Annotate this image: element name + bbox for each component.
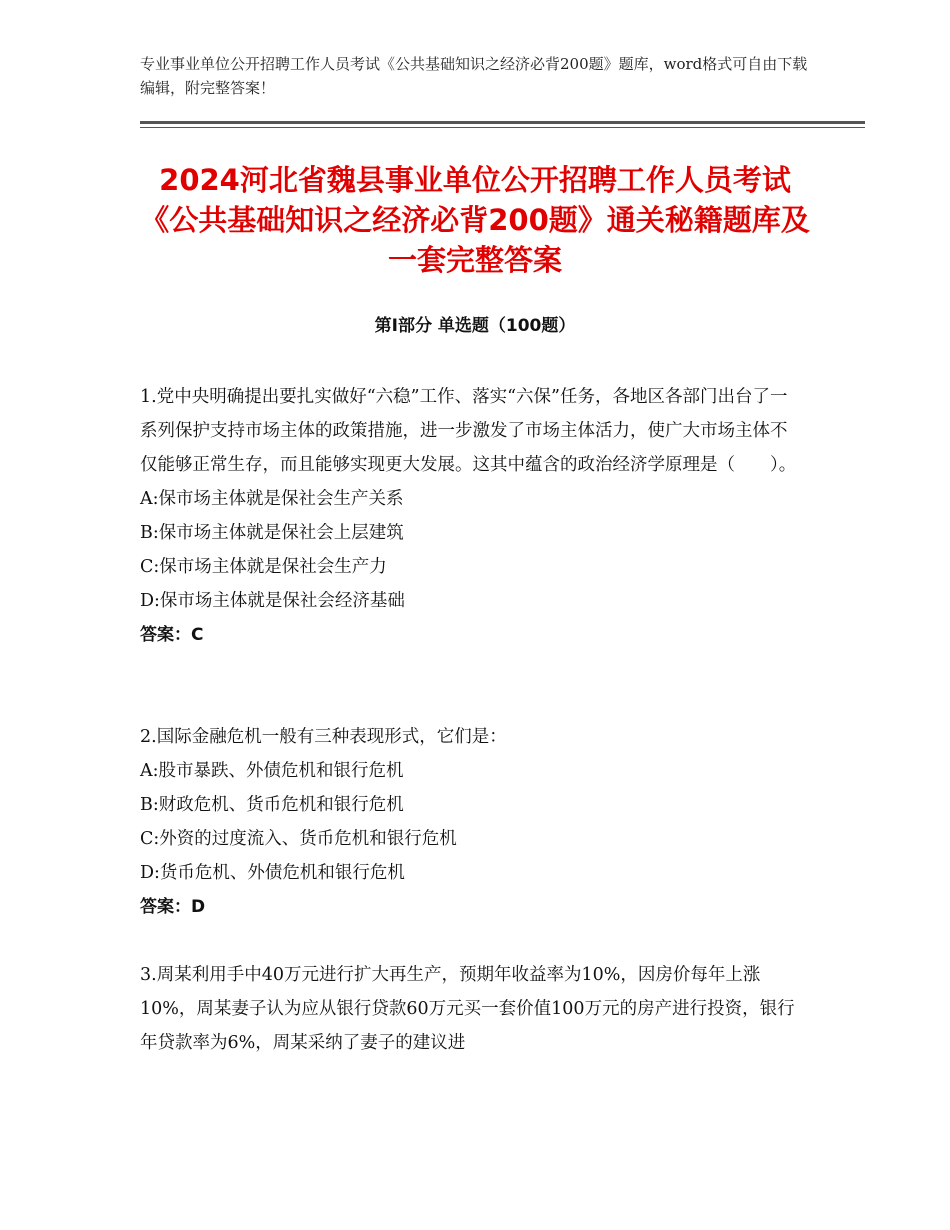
question-stem: 3.周某利用手中40万元进行扩大再生产，预期年收益率为10%，因房价每年上涨10%，周某妻子认为应从银行贷款60万元买一套价值100万元的房产进行投资，银行年贷款率为6%，周某采纳了妻子的建议进 xyxy=(140,965,795,1053)
option-c: C:保市场主体就是保社会生产力 xyxy=(140,557,387,577)
option-c: C:外资的过度流入、货币危机和银行危机 xyxy=(140,829,457,849)
answer: 答案：C xyxy=(140,625,204,645)
answer: 答案：D xyxy=(140,897,206,917)
header-rule-thin xyxy=(140,127,865,128)
option-d: D:货币危机、外债危机和银行危机 xyxy=(140,863,405,883)
header-rule-thick xyxy=(140,121,865,124)
header-note: 专业事业单位公开招聘工作人员考试《公共基础知识之经济必背200题》题库，word格式可自由下载编辑，附完整答案！ xyxy=(140,55,808,97)
option-b: B:财政危机、货币危机和银行危机 xyxy=(140,795,404,815)
option-d: D:保市场主体就是保社会经济基础 xyxy=(140,591,405,611)
question-1 xyxy=(140,380,800,652)
question-2 xyxy=(140,720,800,924)
document-title: 2024河北省魏县事业单位公开招聘工作人员考试《公共基础知识之经济必背200题》通关秘籍题库及一套完整答案 xyxy=(140,163,810,277)
question-stem: 1.党中央明确提出要扎实做好“六稳”工作、落实“六保”任务，各地区各部门出台了一系列保护支持市场主体的政策措施，进一步激发了市场主体活力，使广大市场主体不仅能够正常生存，而且能够实现更大发展。这其中蕴含的政治经济学原理是（ ）。 xyxy=(140,387,797,475)
section-title: 第Ⅰ部分 单选题（100题） xyxy=(374,316,576,336)
option-a: A:股市暴跌、外债危机和银行危机 xyxy=(140,761,404,781)
option-a: A:保市场主体就是保社会生产关系 xyxy=(140,489,404,509)
question-3 xyxy=(140,958,800,1060)
option-b: B:保市场主体就是保社会上层建筑 xyxy=(140,523,404,543)
question-stem: 2.国际金融危机一般有三种表现形式，它们是： xyxy=(140,727,507,747)
